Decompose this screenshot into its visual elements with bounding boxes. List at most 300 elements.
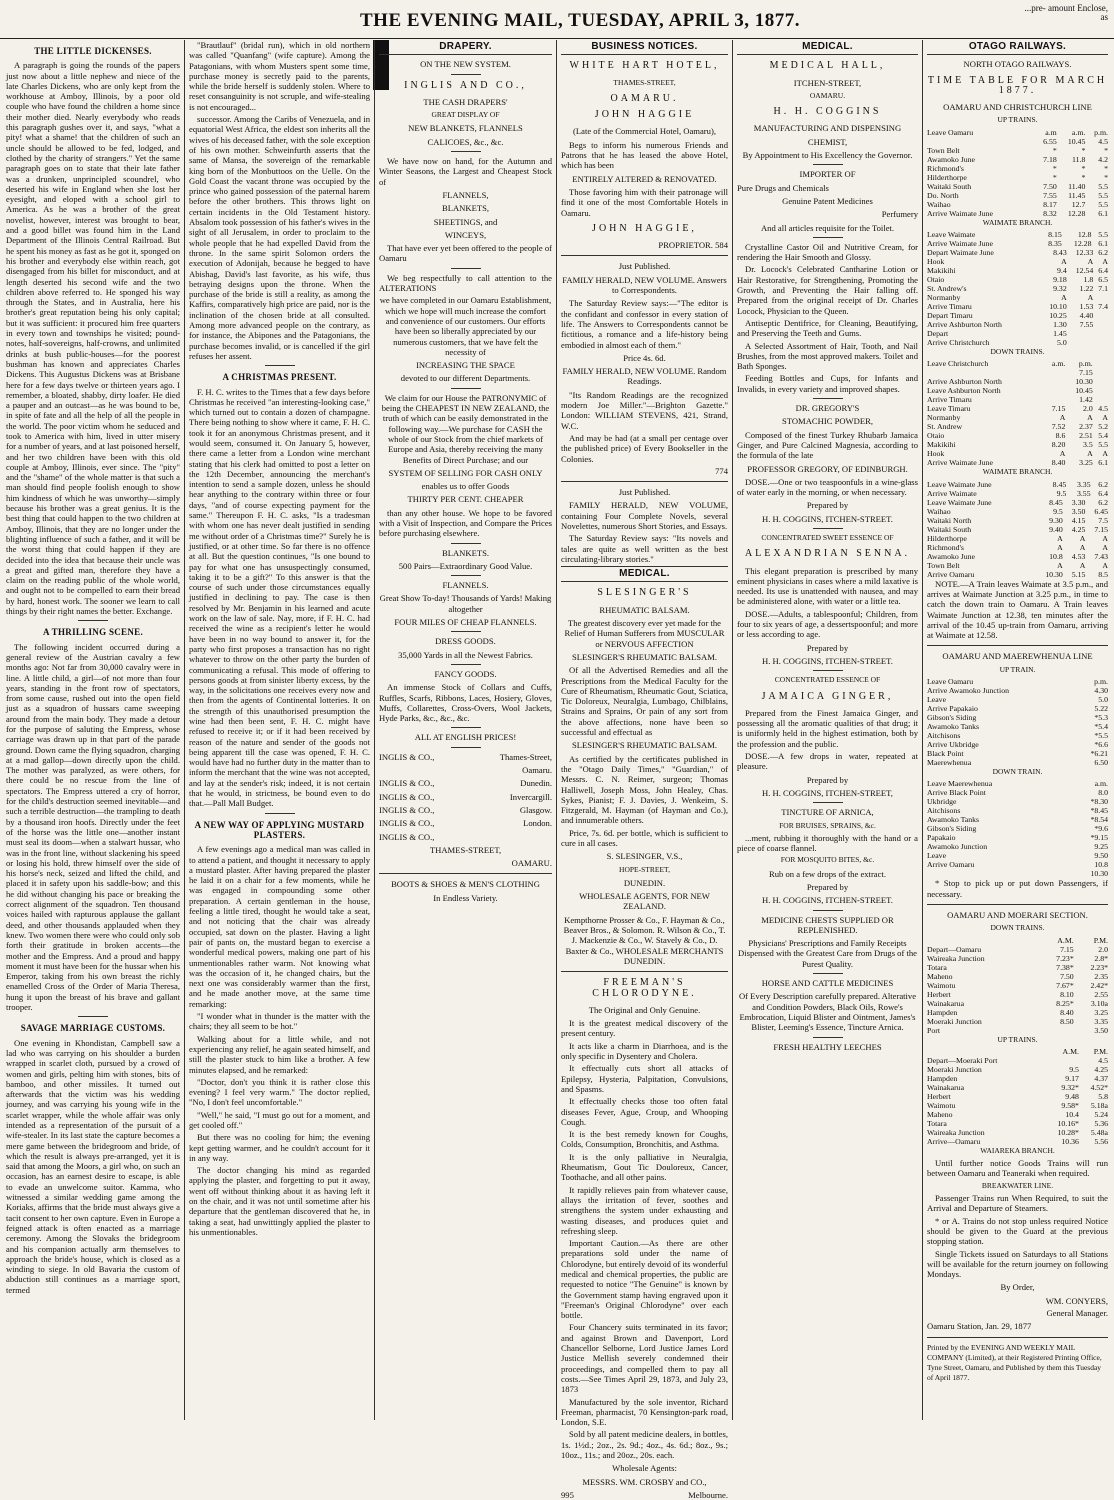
ad-text: Those favoring him with their patronage will find it one of the most Comfortable Hotels in Oamaru. xyxy=(561,186,728,218)
separator xyxy=(451,268,481,269)
ad-line: SYSTEM OF SELLING FOR CASH ONLY xyxy=(388,467,543,478)
train-time: 7.15 xyxy=(1079,368,1093,378)
train-time: 7.18 xyxy=(1043,154,1057,164)
ad-line: BOOTS & SHOES & MEN'S CLOTHING xyxy=(391,879,540,890)
train-time: *8.54 xyxy=(1090,815,1108,825)
train-time: 4.15 xyxy=(1071,515,1086,525)
train-time: 10.8 xyxy=(1094,860,1108,870)
train-time: 6.50 xyxy=(1094,758,1108,768)
train-time: 12.8 xyxy=(1077,230,1092,240)
station-name: Arrive—Oamaru xyxy=(927,1136,981,1146)
timetable-row xyxy=(927,525,1108,534)
train-time: 7.4 xyxy=(1098,302,1108,312)
train-time: 3.50 xyxy=(1094,1025,1108,1035)
ad-text: We beg respectfully to call attention to the ALTERATIONS xyxy=(379,272,552,294)
timetable-maerewhenua-up xyxy=(927,677,1108,767)
ad-text: Manufactured by the sole inventor, Richard Freeman, pharmacist, 70 Kensington-park road, London, S.E. xyxy=(561,1396,728,1428)
station-name: Wainakarua xyxy=(927,1082,965,1092)
train-time: 7.1 xyxy=(1098,284,1108,294)
ad-line: SLESINGER'S RHEUMATIC BALSAM. xyxy=(571,651,718,662)
article-body: F. H. C. writes to the Times that a few days before Christmas he received "an interesting-looking case," which turned out to contain a dozen of champagne. There being nothing to show where it came, F. H. C. took it for an anonymous Christmas present, and it would seem, consumed it. On January 5, however, there came a letter from a London wine merchant stating that his clerk had omitted to post a letter on the 12th December, announcing the merchant's intention to send a sample dozen, unless he should hear anything to the contrary within three or four days, "and of course expecting payment for the same." Thereupon F. H. C. asks, "Is a tradesman with whom one has never dealt justified in sending me without order of a Christmas time?" Surely he is justified, or at other time. So far there is no offence at all. But the question continues, "Is one bound to pay for what one has unsuspectingly consumed, taking it to be a gift?" To this answer is that the course of such under those circumstances equally justified in declining to pay. The case is then resolved by Mr. Benjamin in his learned and acute work on the law of sale. Nay, more, if F. H. C. had received the wine as a recipient's letter he would have been in no way bound to answer it, for the party who first proposes a transaction has no right whatever to throw on the other party the burden of communicating a refusal. This mode of offering to persons goods at from sinister liberty excess, by the way, in the solicitations one receives every now and then from the agents of Continental lotteries. It on the strength of this unauthorised presumption the wine had then been sent, F. H. C. might have refused to receive it; or if it had been received by reason of the nature and sender of the goods not being apparent till the case was opened, F. H. C. would have had no further duty in the matter than to inform the merchant that the wine was not accepted, and lay at the sender's risk; indeed, it is not certain that he would, in strictness, be bound even to do that.—Pall Mall Budget. xyxy=(189,386,370,809)
station-name: Depart Waimate June xyxy=(927,248,994,258)
station-name: Depart—Moeraki Port xyxy=(927,1055,998,1065)
train-time: 10.30 xyxy=(1090,869,1108,879)
station-name: Richmond's xyxy=(927,542,964,552)
separator xyxy=(78,620,108,621)
ad-line: NEW BLANKETS, FLANNELS xyxy=(408,123,523,134)
train-time: 6.1 xyxy=(1098,239,1108,249)
timetable-row xyxy=(927,1065,1108,1074)
train-time: 3.25 xyxy=(1094,1007,1108,1017)
station-name: St. Andrew's xyxy=(927,284,967,294)
timetable-row xyxy=(927,404,1108,413)
station-name: Hampden xyxy=(927,1007,958,1017)
train-time xyxy=(1044,386,1065,395)
train-time: *9.6 xyxy=(1094,824,1108,834)
timetable-row xyxy=(927,806,1108,815)
separator xyxy=(451,631,481,632)
article-body: "I wonder what in thunder is the matter with the chairs; they all seem to be hot." xyxy=(189,1011,370,1032)
timetable-section: DOWN TRAIN. xyxy=(992,767,1043,777)
signature-date: Oamaru Station, Jan. 29, 1877 xyxy=(927,1321,1032,1332)
ad-line: MESSRS. WM. CROSBY and CO., xyxy=(582,1476,707,1487)
train-time: A xyxy=(1102,413,1108,423)
ad-text: Of Every Description carefully prepared. Alterative and Condition Powders, Black Oils, Rowe's Embrocation, Liquid Blister and Ointment, James's Blister, Leeming's Essence, Tincture Arnica. xyxy=(738,991,917,1033)
station-name: Herbert xyxy=(927,989,951,999)
separator xyxy=(451,543,481,544)
train-time: 5.15 xyxy=(1071,569,1086,579)
branch-name: INGLIS & CO., London. xyxy=(379,818,552,829)
ad-line: FOUR MILES OF CHEAP FLANNELS. xyxy=(394,617,537,628)
article-body: But there was no cooling for him; the evening kept getting warmer, and he couldn't account for it in any way. xyxy=(189,1132,370,1163)
train-time: 3.25 xyxy=(1079,458,1093,468)
station-name: Arrive Ukbridge xyxy=(927,740,979,750)
ad-text: A Selected Assortment of Hair, Tooth, and Nail Brushes, from the most approved makers. Toilet and Bath Sponges. xyxy=(737,340,918,372)
station-name: Awamoko June xyxy=(927,154,976,164)
station-name: Herbert xyxy=(927,1091,951,1101)
timetable-section: UP TRAINS. xyxy=(997,115,1038,125)
train-time: 12.28 xyxy=(1073,239,1092,249)
ad-text: Feeding Bottles and Cups, for Infants and Invalids, in every variety and improved shapes. xyxy=(737,373,918,394)
ad-line: JOHN HAGGIE xyxy=(594,109,695,121)
station-name: Depart xyxy=(927,329,949,339)
section-header: BUSINESS NOTICES. xyxy=(561,40,728,55)
train-time: 11.45 xyxy=(1068,190,1086,200)
train-time: 12.54 xyxy=(1075,266,1094,276)
separator xyxy=(813,237,843,238)
train-time: 6.45 xyxy=(1094,506,1108,516)
timetable-section: UP TRAINS. xyxy=(997,1034,1038,1044)
section-header: OTAGO RAILWAYS. xyxy=(927,40,1108,55)
train-time: 9.5 xyxy=(1053,506,1063,516)
train-time: 8.25* xyxy=(1056,998,1074,1008)
timetable-row xyxy=(927,293,1108,302)
train-time: 2.0 xyxy=(1083,404,1093,414)
timetable-row xyxy=(927,824,1108,833)
train-time xyxy=(1093,293,1108,302)
train-time: 5.2 xyxy=(1098,422,1108,432)
ad-text: Prepared from the Finest Jamaica Ginger, and possessing all the aromatic qualities of that drug; it is uniformly held in the highest estimation, both by the profession and the public. xyxy=(737,707,918,749)
timetable-row xyxy=(927,1092,1108,1101)
timetable-row xyxy=(927,1026,1108,1035)
timetable-row xyxy=(927,458,1108,467)
station-name: Leave Timaru xyxy=(927,404,971,414)
station-name: Arrive Papakaio xyxy=(927,704,978,714)
train-time: 12.33 xyxy=(1075,248,1094,258)
train-time: 4.2 xyxy=(1098,154,1108,164)
separator xyxy=(927,904,1108,905)
station-name: Do. North xyxy=(927,190,959,200)
train-time: 7.5 xyxy=(1098,515,1108,525)
train-time: P.M. xyxy=(1093,1046,1108,1056)
train-time: 1.22 xyxy=(1079,284,1094,294)
timetable-row xyxy=(927,320,1108,329)
ad-text: Antiseptic Dentifrice, for Cleaning, Beautifying, and Preserving the Teeth and Gums. xyxy=(737,317,918,339)
ad-title: SLESINGER'S xyxy=(597,587,692,599)
station-name: Waitaki North xyxy=(927,515,972,525)
train-time: 8.45 xyxy=(1052,479,1067,489)
ad-line: By Appointment to His Excellency the Governor. xyxy=(742,150,913,161)
train-time: 9.32* xyxy=(1061,1082,1079,1092)
station-name: Arrive Awamoko Junction xyxy=(927,686,1010,696)
timetable-row xyxy=(927,842,1108,851)
timetable-row xyxy=(927,749,1108,758)
ad-line: H. H. COGGINS, ITCHEN-STREET. xyxy=(762,513,893,524)
column-6 xyxy=(922,40,1112,1420)
train-time: 8.15 xyxy=(1048,230,1062,240)
timetable-row xyxy=(927,449,1108,458)
timetable-row xyxy=(927,815,1108,824)
ad-line: Wholesale Agents: xyxy=(612,1463,677,1474)
ad-line: TINCTURE OF ARNICA, xyxy=(781,807,874,818)
ad-line: In Endless Variety. xyxy=(433,892,498,903)
train-time: 10.25 xyxy=(1049,311,1067,321)
timetable-row xyxy=(927,860,1108,869)
timetable-title: TIME TABLE FOR MARCH 1877. xyxy=(927,74,1108,96)
station-name: Wainakarua xyxy=(927,998,965,1008)
station-name: Waitaki South xyxy=(927,524,972,534)
ad-line: devoted to our different Departments. xyxy=(400,373,531,384)
train-time: 1.45 xyxy=(1053,329,1067,339)
ad-line: Just Published. xyxy=(618,487,671,498)
ad-text: Four Chancery suits terminated in its favor; and against Brown and Davenport, Lord Chancellor Selborne, Lord Justice James Lord Justice Mellish severely condemned their proceedings, and compelled them to pay all costs.—See Times April 29, 1873, and July 23, 1873 xyxy=(561,1322,728,1395)
station-name: Arrive Timaru xyxy=(927,395,972,405)
timetable-row xyxy=(927,954,1108,963)
ad-text: We claim for our House the PATRONYMIC of being the CHEAPEST IN NEW ZEALAND, the truth of which can be easily demonstrated in the following way.—We purchase for CASH the whole of our Stock from the chief markets of Europe and Asia, thereby receiving the many Benefits of Direct Purchase; and our xyxy=(381,392,550,465)
separator xyxy=(451,747,481,748)
separator xyxy=(927,645,1108,646)
ad-line: HOPE-STREET, xyxy=(619,864,670,874)
timetable-row xyxy=(927,1137,1108,1146)
station-name: Leave Ashburton North xyxy=(927,386,1001,396)
train-time: 7.15 xyxy=(1060,944,1074,954)
station-name: Port xyxy=(927,1025,940,1035)
page-columns xyxy=(0,40,1114,1500)
signature-title: General Manager. xyxy=(1046,1307,1108,1318)
timetable-row xyxy=(927,413,1108,422)
ad-text: "Its Random Readings are the recognized modern Joe Miller."—Brighton Gazette." London: WILLIAM STEVENS, 421, Strand, W.C. xyxy=(561,389,728,431)
ad-line: Prepared by xyxy=(806,774,849,785)
train-time: p.m. xyxy=(1094,677,1108,687)
ad-line: And all articles requisite for the Toilet. xyxy=(760,222,895,233)
station-name: Gibson's Siding xyxy=(927,824,977,834)
ad-text: It effectually checks those too often fatal diseases Fever, Ague, Croup, and Whooping Cough. xyxy=(561,1096,728,1127)
train-time: 1.53 xyxy=(1079,302,1094,312)
ad-text: Physicians' Prescriptions and Family Receipts Dispensed with the Greatest Care from Drugs of the Purest Quality. xyxy=(738,938,917,969)
train-time xyxy=(1093,395,1108,404)
timetable-row xyxy=(927,869,1108,878)
station-name: Black Point xyxy=(927,749,964,759)
train-time: 5.48a xyxy=(1090,1127,1108,1137)
timetable-row xyxy=(927,686,1108,695)
ad-line: FOR BRUISES, SPRAINS, &c. xyxy=(779,820,876,830)
train-time: 4.52* xyxy=(1090,1082,1108,1092)
train-time: 4.25 xyxy=(1094,1064,1108,1074)
station-name xyxy=(927,869,1070,878)
train-time: 2.51 xyxy=(1079,431,1093,441)
train-time: 3.50 xyxy=(1071,506,1086,516)
train-time: 3.5 xyxy=(1083,440,1093,450)
timetable-row xyxy=(927,302,1108,311)
train-time: 9.32 xyxy=(1053,284,1067,294)
article-body: "Well," he said, "I must go out for a moment, and get cooled off." xyxy=(189,1109,370,1130)
ad-line: THAMES-STREET, xyxy=(613,77,676,87)
train-time xyxy=(1093,338,1108,347)
timetable-section: DOWN TRAINS. xyxy=(990,923,1045,933)
train-time: 8.40 xyxy=(1060,1007,1074,1017)
station-name: Town Belt xyxy=(927,560,960,570)
station-name: Leave Waimate xyxy=(927,230,976,240)
train-time: A xyxy=(1102,533,1108,543)
separator xyxy=(927,1337,1108,1338)
train-time: 5.5 xyxy=(1098,440,1108,450)
ad-title: WHITE HART HOTEL, xyxy=(569,60,720,72)
station-name: Depart Timaru xyxy=(927,311,973,321)
timetable-row xyxy=(927,329,1108,338)
train-time: *6.21 xyxy=(1090,749,1108,759)
train-time: 9.50 xyxy=(1094,851,1108,861)
train-time: A xyxy=(1061,293,1067,303)
ad-text: We have now on hand, for the Autumn and Winter Seasons, the Largest and Cheapest Stock of xyxy=(379,156,552,187)
timetable-row xyxy=(927,422,1108,431)
timetable-row xyxy=(927,999,1108,1008)
ad-text: than any other house. We hope to be favored with a Visit of Inspection, and Compare the Prices before purchasing elsewhere. xyxy=(379,507,552,539)
train-time: 2.8* xyxy=(1094,953,1108,963)
train-time: 4.37 xyxy=(1094,1073,1108,1083)
ad-text: Composed of the finest Turkey Rhubarb Jamaica Ginger, and Pure Calcined Magnesia, according to the formula of the late xyxy=(737,429,918,461)
station-name: Waireaka Junction xyxy=(927,1127,985,1137)
timetable-row xyxy=(927,146,1108,155)
timetable-row xyxy=(927,359,1108,368)
timetable-row xyxy=(927,1119,1108,1128)
timetable-row xyxy=(927,368,1108,377)
branch-name: INGLIS & CO., Dunedin. xyxy=(379,778,552,789)
separator xyxy=(451,727,481,728)
ad-line: CONCENTRATED SWEET ESSENCE OF xyxy=(761,532,894,542)
train-time xyxy=(1093,320,1108,329)
train-time: P.M. xyxy=(1093,935,1108,945)
train-time: A xyxy=(1059,413,1066,423)
ad-line: BLANKETS. xyxy=(441,547,490,558)
train-time: 4.5 xyxy=(1098,404,1108,414)
train-time: * xyxy=(1052,145,1057,155)
station-name: Hilderthorpe xyxy=(927,172,967,182)
ad-line: S. SLESINGER, V.S., xyxy=(606,851,683,862)
train-time: 11.40 xyxy=(1068,181,1086,191)
train-time: 9.25 xyxy=(1094,842,1108,852)
ad-line: BLANKETS, xyxy=(441,203,490,214)
section-header: DRAPERY. xyxy=(379,40,552,55)
train-time: 9.18 xyxy=(1053,275,1067,285)
ad-line: Genuine Patent Medicines xyxy=(782,195,873,206)
train-time: 7.23* xyxy=(1056,953,1074,963)
train-time: *9.15 xyxy=(1090,833,1108,843)
station-name: Awamoko Tanks xyxy=(927,815,980,825)
train-time: 12.7 xyxy=(1071,199,1086,209)
timetable-row xyxy=(927,797,1108,806)
train-time: A xyxy=(1087,413,1093,423)
ad-line: DR. GREGORY'S xyxy=(795,403,860,414)
train-time xyxy=(1093,377,1108,386)
timetable-section: DOWN TRAINS. xyxy=(990,347,1045,357)
train-time: 7.50 xyxy=(1060,971,1074,981)
timetable-row xyxy=(927,275,1108,284)
station-name: Aitchisons xyxy=(927,731,961,741)
station-name: Awamoko June xyxy=(927,551,976,561)
timetable-section: OAMARU AND CHRISTCHURCH LINE xyxy=(943,102,1092,113)
timetable-maerewhenua-down xyxy=(927,779,1108,878)
train-time: 9.17 xyxy=(1065,1073,1079,1083)
ad-line: INCREASING THE SPACE xyxy=(416,360,515,371)
ad-text: It is the greatest medical discovery of the present century. xyxy=(561,1018,728,1039)
train-time: 5.0 xyxy=(1056,338,1067,348)
ad-line: Perfumery xyxy=(881,209,918,220)
timetable-row xyxy=(927,1047,1108,1056)
ad-text: Begs to inform his numerous Friends and Patrons that he has leased the above Hotel, which has been xyxy=(561,139,728,171)
train-time: * xyxy=(1104,163,1108,173)
timetable-row xyxy=(927,1083,1108,1092)
timetable-row xyxy=(927,1110,1108,1119)
train-time: 9.48 xyxy=(1065,1091,1079,1101)
ad-text: Of all the Advertised Remedies and all the Prescriptions from the Medical Faculty for the Cure of Rheumatism, Rheumatic Gout, Sciatica, Tic Doloreux, Neuralgia, Lumbago, Chilblains, Strains and Sprains, Or pain of any sort from the above affections, none have been so successful and effectual as xyxy=(561,665,728,738)
train-time: *6.6 xyxy=(1094,740,1108,750)
station-name xyxy=(927,1047,1043,1056)
ad-line: OAMARU. xyxy=(610,92,679,104)
train-time xyxy=(1044,368,1065,377)
station-name: Waireaka Junction xyxy=(927,953,985,963)
separator xyxy=(813,398,843,399)
train-time: 10.30 xyxy=(1045,569,1063,579)
train-time xyxy=(1067,338,1094,347)
ad-title: INGLIS AND CO., xyxy=(404,79,527,91)
timetable-section: OAMARU AND MAEREWHENUA LINE xyxy=(942,651,1093,662)
ad-line: OAMARU. xyxy=(809,90,846,100)
timetable-row xyxy=(927,695,1108,704)
timetable-row xyxy=(927,209,1108,218)
corner-note: ...pre- amount Enclose, as xyxy=(1024,3,1108,22)
station-name: Arrive Oamaru xyxy=(927,569,975,579)
timetable-section: WAIMATE BRANCH. xyxy=(982,217,1053,227)
train-time: 10.16* xyxy=(1057,1118,1079,1128)
train-time: 2.37 xyxy=(1079,422,1093,432)
timetable-row xyxy=(927,1017,1108,1026)
train-time: p.m. xyxy=(1078,359,1093,369)
separator xyxy=(379,873,552,874)
station-name: Arrive Oamaru xyxy=(927,860,975,870)
ad-text: DOSE.—One or two teaspoonfuls in a wine-glass of water early in the morning, or when necessary. xyxy=(737,476,918,498)
ad-text: The Saturday Review says:—"The editor is the confidant and confessor in every station of life. The Answers to Correspondents cannot be fictitious, a romance and a life-history being embodied in almost each of them." xyxy=(561,298,728,350)
train-time: 10.30 xyxy=(1075,377,1093,387)
timetable-waimate xyxy=(927,230,1108,248)
station-name: Arrive Ashburton North xyxy=(927,320,1002,330)
train-time: 8.0 xyxy=(1098,788,1108,798)
timetable-row xyxy=(927,758,1108,767)
train-time: 6.2 xyxy=(1098,248,1108,258)
train-time: 4.40 xyxy=(1079,311,1094,321)
timetable-down-continued xyxy=(927,498,1108,579)
timetable-row xyxy=(927,570,1108,579)
train-time: 8.32 xyxy=(1043,208,1057,218)
train-time: 3.35 xyxy=(1094,1016,1108,1026)
train-time: a.m xyxy=(1045,127,1057,137)
timetable-moeraki-up xyxy=(927,1047,1108,1146)
ad-text: The Saturday Review says: "Its novels and tales are quite as well written as the best circulating-library stories." xyxy=(561,533,728,564)
train-time: 5.24 xyxy=(1094,1109,1108,1119)
train-time: 9.5 xyxy=(1056,488,1067,498)
train-time: 8.43 xyxy=(1053,248,1067,258)
timetable-row xyxy=(927,155,1108,164)
train-time: 10.45 xyxy=(1067,136,1086,146)
ad-line: Just Published. xyxy=(618,261,671,272)
train-time xyxy=(1093,368,1108,377)
station-name: Gibson's Siding xyxy=(927,713,977,723)
timetable-row xyxy=(927,239,1108,248)
train-time: 5.5 xyxy=(1098,230,1108,240)
ad-line: MEDICINE CHESTS SUPPLIED OR REPLENISHED. xyxy=(761,914,894,935)
ad-title: ALEXANDRIAN SENNA. xyxy=(744,548,911,560)
ad-line: Rub on a few drops of the extract. xyxy=(769,868,886,879)
train-time: 1.42 xyxy=(1079,395,1093,405)
timetable-row xyxy=(927,377,1108,386)
train-time: A.M. xyxy=(1062,1046,1079,1056)
ad-line: 995 Melbourne. xyxy=(561,1489,728,1500)
train-time: A xyxy=(1087,449,1093,459)
train-time: 6.5 xyxy=(1098,275,1108,285)
train-time: 7.50 xyxy=(1043,181,1057,191)
timetable-row xyxy=(927,561,1108,570)
train-time: 7.52 xyxy=(1051,422,1066,432)
train-time: 5.56 xyxy=(1094,1136,1108,1146)
ad-line: THIRTY PER CENT. CHEAPER xyxy=(407,494,524,505)
station-name: Totara xyxy=(927,1118,947,1128)
ad-text: It is the only palliative in Neuralgia, Rheumatism, Gout Tic Douloreux, Cancer, Toothache, and all other pains. xyxy=(561,1151,728,1183)
train-time: 7.15 xyxy=(1094,524,1108,534)
section-header: MEDICAL. xyxy=(737,40,918,55)
timetable-row xyxy=(927,395,1108,404)
station-name: Maerewhenua xyxy=(927,758,972,768)
timetable-row xyxy=(927,182,1108,191)
article-heading: SAVAGE MARRIAGE CUSTOMS. xyxy=(20,1023,166,1034)
section-header: MEDICAL. xyxy=(561,566,728,582)
timetable-row xyxy=(927,833,1108,842)
train-time: 5.0 xyxy=(1098,695,1108,705)
ad-line: WHOLESALE AGENTS, FOR NEW ZEALAND. xyxy=(579,891,710,912)
ad-title: H. H. COGGINS xyxy=(773,106,882,118)
timetable-section: OAMARU AND MOERARI SECTION. xyxy=(947,909,1088,920)
ad-text: It acts like a charm in Diarrhoea, and is the only specific in Dysentery and Cholera. xyxy=(561,1040,728,1062)
station-name: Arrive Waimate June xyxy=(927,208,993,218)
station-name: Leave Waimate June xyxy=(927,497,992,507)
